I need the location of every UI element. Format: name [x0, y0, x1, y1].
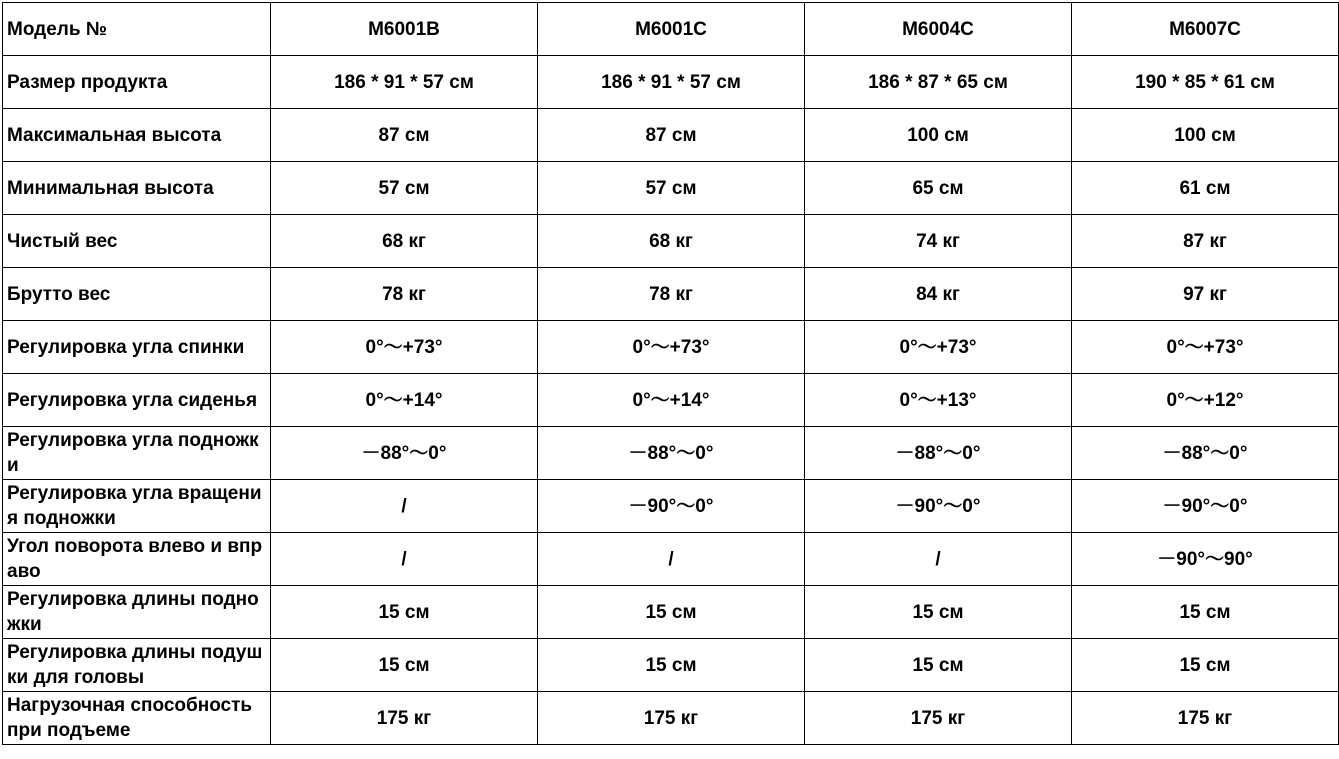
value-cell: 74 кг: [805, 215, 1072, 268]
table-row: [3, 109, 1339, 162]
value-cell: 15 см: [1072, 639, 1339, 692]
value-cell: 61 см: [1072, 162, 1339, 215]
table-row: [3, 692, 1339, 745]
value-cell: 100 см: [805, 109, 1072, 162]
row-label-cell: Регулировка угла подножки: [3, 427, 271, 480]
row-label-cell: Минимальная высота: [3, 162, 271, 215]
value-cell: 175 кг: [538, 692, 805, 745]
value-cell: /: [538, 533, 805, 586]
table-row: [3, 639, 1339, 692]
table-row: [3, 586, 1339, 639]
value-cell: 15 см: [805, 639, 1072, 692]
row-label-cell: Максимальная высота: [3, 109, 271, 162]
value-cell: /: [271, 533, 538, 586]
row-label-cell: Регулировка длины подножки: [3, 586, 271, 639]
value-cell: －88°～0°: [1072, 427, 1339, 480]
row-label-cell: Брутто вес: [3, 268, 271, 321]
value-cell: 0°～+73°: [805, 321, 1072, 374]
value-cell: 186 * 91 * 57 см: [538, 56, 805, 109]
table-row: [3, 56, 1339, 109]
value-cell: 0°～+14°: [538, 374, 805, 427]
value-cell: －88°～0°: [271, 427, 538, 480]
value-cell: 84 кг: [805, 268, 1072, 321]
table-row: [3, 215, 1339, 268]
value-cell: 15 см: [538, 639, 805, 692]
value-cell: 0°～+14°: [271, 374, 538, 427]
value-cell: 68 кг: [271, 215, 538, 268]
value-cell: 0°～+73°: [1072, 321, 1339, 374]
model-header-cell: M6001B: [271, 3, 538, 56]
value-cell: 97 кг: [1072, 268, 1339, 321]
value-cell: 15 см: [271, 586, 538, 639]
value-cell: －90°～0°: [1072, 480, 1339, 533]
value-cell: /: [805, 533, 1072, 586]
value-cell: 186 * 87 * 65 см: [805, 56, 1072, 109]
value-cell: －90°～0°: [805, 480, 1072, 533]
value-cell: 175 кг: [805, 692, 1072, 745]
value-cell: －88°～0°: [538, 427, 805, 480]
value-cell: 15 см: [1072, 586, 1339, 639]
value-cell: 0°～+12°: [1072, 374, 1339, 427]
value-cell: 175 кг: [271, 692, 538, 745]
value-cell: /: [271, 480, 538, 533]
value-cell: 65 см: [805, 162, 1072, 215]
table-row: [3, 321, 1339, 374]
table-row: [3, 480, 1339, 533]
row-label-cell: Регулировка угла вращения подножки: [3, 480, 271, 533]
value-cell: －90°～0°: [538, 480, 805, 533]
value-cell: 186 * 91 * 57 см: [271, 56, 538, 109]
spec-table: [2, 2, 1339, 745]
row-label-cell: Чистый вес: [3, 215, 271, 268]
value-cell: 57 см: [538, 162, 805, 215]
table-row: [3, 427, 1339, 480]
value-cell: 0°～+13°: [805, 374, 1072, 427]
table-row: [3, 533, 1339, 586]
row-label-cell: Регулировка угла спинки: [3, 321, 271, 374]
header-label-cell: Модель №: [3, 3, 271, 56]
value-cell: －90°～90°: [1072, 533, 1339, 586]
row-label-cell: Нагрузочная способность при подъеме: [3, 692, 271, 745]
model-header-cell: M6004C: [805, 3, 1072, 56]
value-cell: 0°～+73°: [271, 321, 538, 374]
table-row: [3, 268, 1339, 321]
value-cell: 78 кг: [538, 268, 805, 321]
model-header-cell: M6007C: [1072, 3, 1339, 56]
value-cell: 190 * 85 * 61 см: [1072, 56, 1339, 109]
value-cell: 68 кг: [538, 215, 805, 268]
value-cell: 57 см: [271, 162, 538, 215]
value-cell: 15 см: [805, 586, 1072, 639]
model-header-cell: M6001C: [538, 3, 805, 56]
value-cell: 87 кг: [1072, 215, 1339, 268]
value-cell: 78 кг: [271, 268, 538, 321]
row-label-cell: Размер продукта: [3, 56, 271, 109]
value-cell: 0°～+73°: [538, 321, 805, 374]
row-label-cell: Регулировка угла сиденья: [3, 374, 271, 427]
table-row: [3, 162, 1339, 215]
value-cell: －88°～0°: [805, 427, 1072, 480]
header-row: [3, 3, 1339, 56]
value-cell: 87 см: [271, 109, 538, 162]
value-cell: 15 см: [271, 639, 538, 692]
value-cell: 175 кг: [1072, 692, 1339, 745]
value-cell: 15 см: [538, 586, 805, 639]
table-row: [3, 374, 1339, 427]
value-cell: 100 см: [1072, 109, 1339, 162]
value-cell: 87 см: [538, 109, 805, 162]
row-label-cell: Регулировка длины подушки для головы: [3, 639, 271, 692]
row-label-cell: Угол поворота влево и вправо: [3, 533, 271, 586]
